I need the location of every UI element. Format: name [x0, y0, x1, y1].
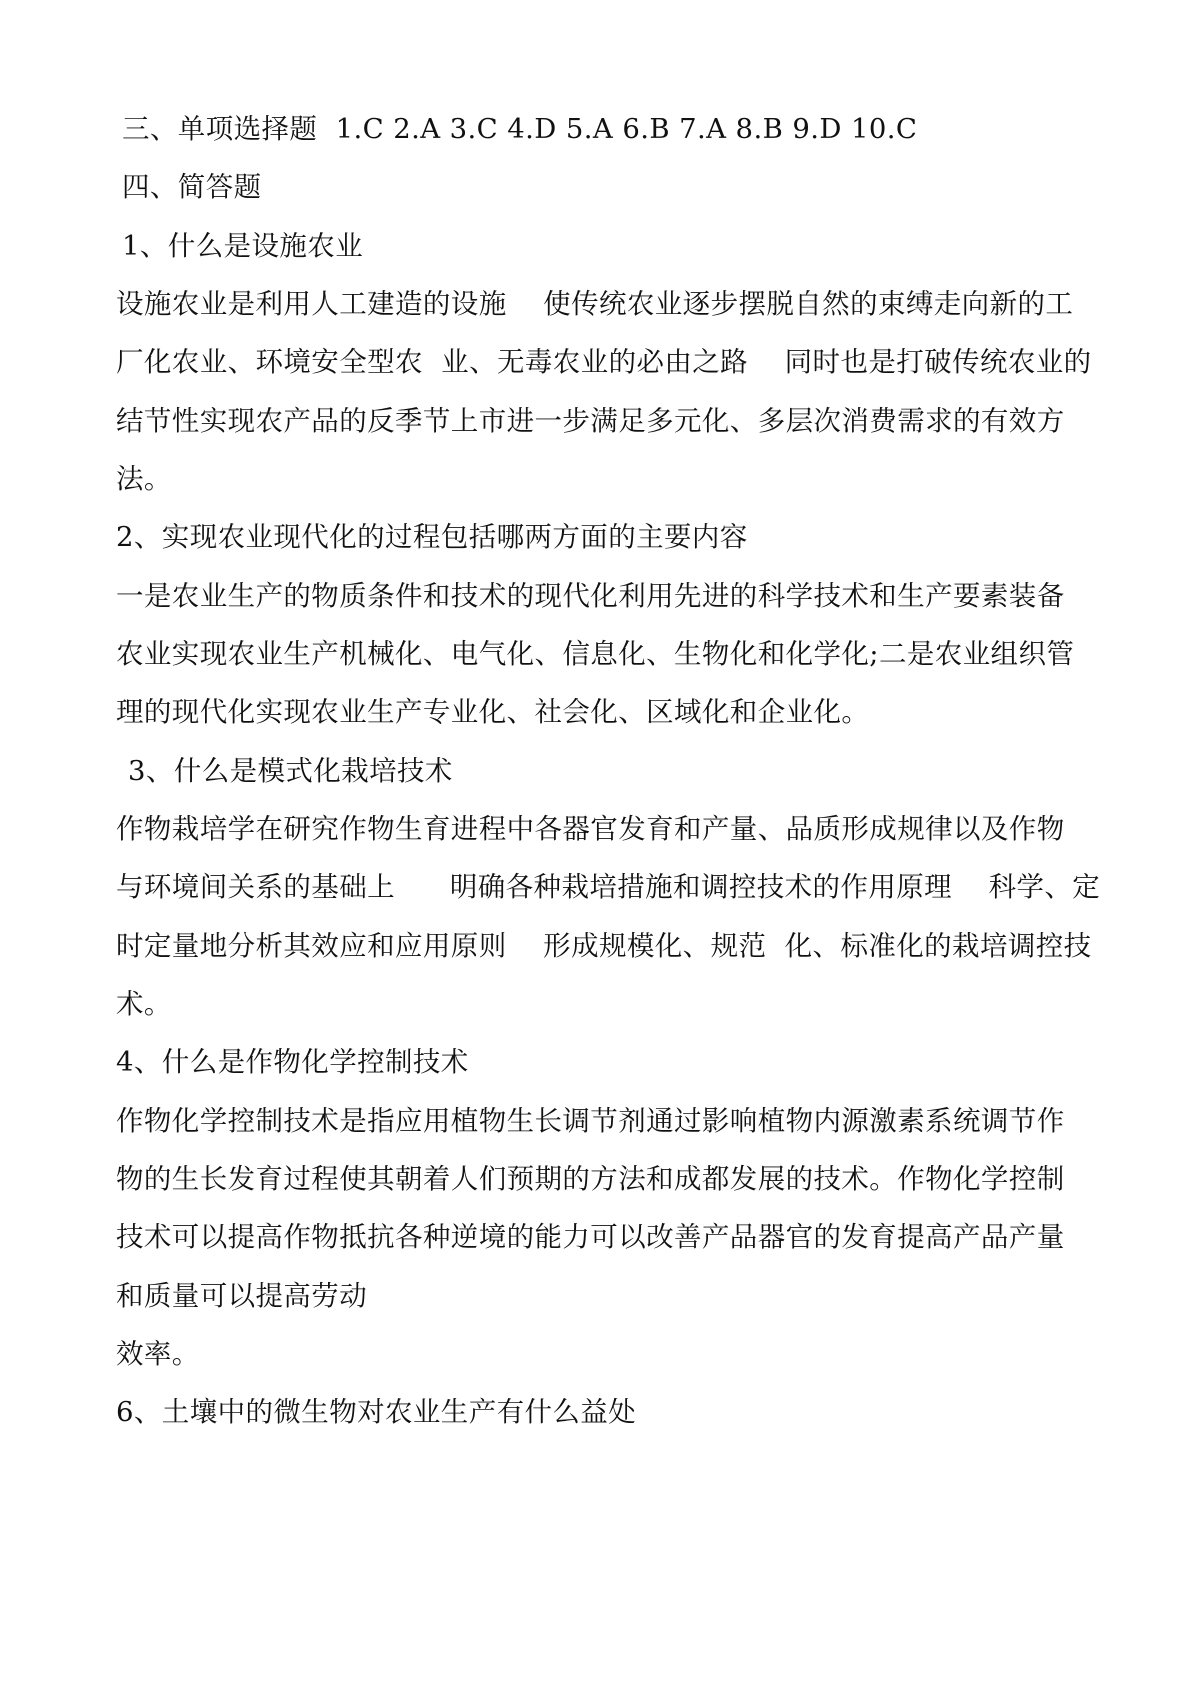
- section-4-heading: 四、简答题: [122, 171, 262, 203]
- question-3-answer-line: 时定量地分析其效应和应用原则 形成规模化、规范 化、标准化的栽培调控技: [116, 930, 1092, 962]
- section-3-answer-key: 三、单项选择题 1.C 2.A 3.C 4.D 5.A 6.B 7.A 8.B 9.D 10.C: [122, 113, 918, 145]
- question-1-answer-line: 法。: [116, 463, 172, 495]
- question-1-answer-line: 结节性实现农产品的反季节上市进一步满足多元化、多层次消费需求的有效方: [116, 405, 1065, 437]
- question-1-answer-line: 设施农业是利用人工建造的设施 使传统农业逐步摆脱自然的束缚走向新的工: [116, 288, 1074, 320]
- question-2-title: 2、实现农业现代化的过程包括哪两方面的主要内容: [116, 521, 748, 553]
- question-4-answer-line: 物的生长发育过程使其朝着人们预期的方法和成都发展的技术。作物化学控制: [116, 1163, 1065, 1195]
- question-2-answer-line: 农业实现农业生产机械化、电气化、信息化、生物化和化学化;二是农业组织管: [116, 638, 1075, 670]
- question-3-answer-line: 术。: [116, 988, 172, 1020]
- question-6-title: 6、土壤中的微生物对农业生产有什么益处: [116, 1396, 637, 1428]
- question-2-answer-line: 理的现代化实现农业生产专业化、社会化、区域化和企业化。: [116, 696, 870, 728]
- question-4-answer-line: 作物化学控制技术是指应用植物生长调节剂通过影响植物内源激素系统调节作: [116, 1105, 1065, 1137]
- question-3-answer-line: 与环境间关系的基础上 明确各种栽培措施和调控技术的作用原理 科学、定: [116, 871, 1101, 903]
- question-1-title: 1、什么是设施农业: [122, 230, 364, 262]
- question-4-title: 4、什么是作物化学控制技术: [116, 1046, 469, 1078]
- question-4-answer-line: 技术可以提高作物抵抗各种逆境的能力可以改善产品器官的发育提高产品产量: [116, 1221, 1065, 1253]
- question-2-answer-line: 一是农业生产的物质条件和技术的现代化利用先进的科学技术和生产要素装备: [116, 580, 1065, 612]
- question-4-answer-line: 和质量可以提高劳动: [116, 1280, 368, 1312]
- question-3-answer-line: 作物栽培学在研究作物生育进程中各器官发育和产量、品质形成规律以及作物: [116, 813, 1065, 845]
- question-1-answer-line: 厂化农业、环境安全型农 业、无毒农业的必由之路 同时也是打破传统农业的: [116, 346, 1092, 378]
- question-4-answer-line: 效率。: [116, 1338, 200, 1370]
- question-3-title: 3、什么是模式化栽培技术: [128, 755, 453, 787]
